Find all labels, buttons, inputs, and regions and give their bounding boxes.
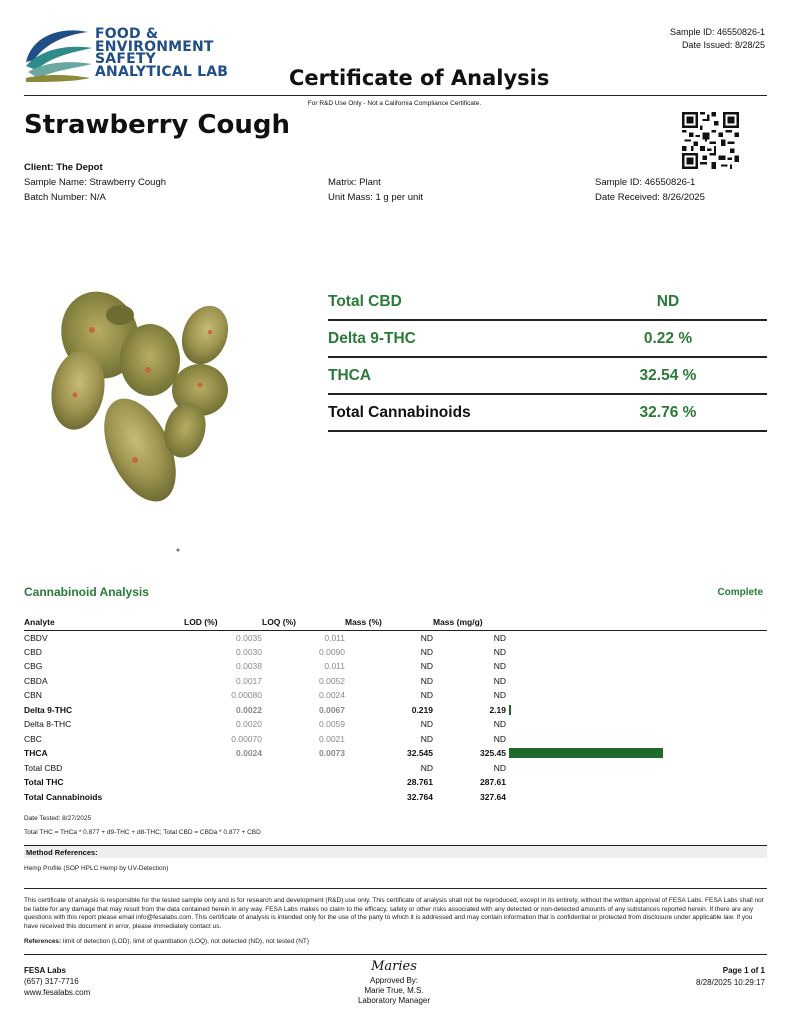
- mass-bar: [509, 748, 663, 758]
- date-tested: Date Tested: 8/27/2025: [24, 815, 92, 822]
- loq-cell: 0.0073: [319, 748, 345, 759]
- summary-label: Total CBD: [328, 292, 402, 310]
- company-phone: (657) 317-7716: [24, 977, 79, 986]
- loq-cell: [262, 790, 345, 805]
- sample-info-right: [595, 175, 705, 205]
- approved-by-label: Approved By:: [369, 976, 419, 985]
- mass-percent-cell: ND: [420, 675, 433, 686]
- approver-name: Marie True, M.S.: [364, 986, 424, 995]
- bar-cell: [506, 645, 767, 660]
- sample-name: Sample Name: Strawberry Cough: [24, 177, 167, 188]
- product-photo: [30, 220, 270, 570]
- lab-name-line: ENVIRONMENT: [95, 38, 214, 55]
- page-title: Certificate of Analysis: [289, 66, 550, 90]
- analyte-cell: Total CBD: [24, 762, 63, 773]
- batch-number: Batch Number: N/A: [24, 192, 106, 203]
- loq-cell: 0.0067: [319, 704, 345, 715]
- method-references-header: Method References:: [24, 845, 767, 858]
- section-title: Cannabinoid Analysis: [24, 585, 149, 599]
- sample-info-middle: [328, 175, 423, 205]
- rnd-disclaimer: For R&D Use Only - Not a California Compliance Certificate.: [307, 100, 482, 107]
- footer-divider: [24, 954, 767, 955]
- table-row: [24, 717, 767, 732]
- mass-percent-cell: 32.764: [407, 791, 433, 802]
- cannabinoid-table: [24, 617, 767, 804]
- column-header: Analyte: [24, 617, 184, 630]
- disclaimer-divider: [24, 888, 767, 889]
- lab-name: [95, 26, 229, 80]
- loq-cell: [262, 761, 345, 776]
- lod-cell: [184, 790, 262, 805]
- lab-name-line: FOOD &: [95, 26, 159, 42]
- legal-disclaimer: This certificate of analysis is responsible for the tested sample only and is for research and development (R&D) use only. This certificate of analysis shall not be reproduced, except in its entirety, without the written approval of FESA Labs. FESA Labs shall not be liable for any damage that may result from the data contained herein in any way. FESA Labs makes no claim to the efficacy, safety or other risks associated with any detected or non-detected amounts of any substances reported herein. If there are any questions with this report please email info@fesalabs.com. This certificate of analysis is intended only for the use of the party to which it is addressed and may contain information that is confidential or protected from disclosure under applicable law. If you have received this document in error, please immediately contact us.: [24, 897, 764, 930]
- analyte-cell: CBDV: [24, 632, 48, 643]
- column-header: Mass (%): [345, 617, 433, 630]
- mass-mg-cell: ND: [493, 632, 506, 643]
- summary-value: 32.54 %: [639, 366, 697, 384]
- table-row: [24, 761, 767, 776]
- table-row: [24, 732, 767, 747]
- mass-mg-cell: ND: [493, 675, 506, 686]
- lod-cell: 0.0024: [236, 748, 262, 759]
- loq-cell: 0.011: [324, 661, 345, 672]
- summary-row: [328, 321, 767, 358]
- lab-name-line: ANALYTICAL LAB: [95, 63, 229, 80]
- date-received: Date Received: 8/26/2025: [595, 192, 705, 203]
- mass-percent-cell: ND: [420, 632, 433, 643]
- bar-cell: [506, 746, 767, 761]
- header-divider: [24, 95, 767, 96]
- table-row: [24, 703, 767, 718]
- lod-cell: 0.0017: [236, 675, 262, 686]
- analyte-cell: Delta 9-THC: [24, 704, 73, 715]
- header-meta: [670, 26, 765, 52]
- analyte-cell: CBDA: [24, 675, 48, 686]
- bar-cell: [506, 761, 767, 776]
- company-website[interactable]: www.fesalabs.com: [24, 988, 91, 997]
- status-badge: Complete: [717, 587, 763, 598]
- mass-mg-cell: ND: [493, 719, 506, 730]
- mass-mg-cell: ND: [493, 733, 506, 744]
- summary-row: [328, 358, 767, 395]
- page-number: Page 1 of 1: [722, 966, 765, 975]
- lod-cell: 0.0038: [236, 661, 262, 672]
- bar-cell: [506, 775, 767, 790]
- signature: Maries: [371, 959, 417, 974]
- header-date-issued: Date Issued: 8/28/25: [681, 40, 765, 50]
- table-row: [24, 775, 767, 790]
- column-header: LOQ (%): [262, 617, 345, 630]
- references-text: limit of detection (LOD), limit of quantitation (LOQ), not detected (ND), not tested (NT): [63, 938, 310, 945]
- mass-mg-cell: 2.19: [489, 704, 506, 715]
- mass-percent-cell: 28.761: [407, 777, 433, 788]
- column-header: Mass (mg/g): [433, 617, 506, 630]
- header-sample-id: Sample ID: 46550826-1: [669, 27, 765, 37]
- mass-percent-cell: ND: [420, 690, 433, 701]
- lab-logo: [22, 22, 94, 84]
- bar-cell: [506, 659, 767, 674]
- table-header-row: [24, 617, 767, 630]
- sample-info-left: [24, 160, 166, 205]
- bar-cell: [506, 703, 767, 718]
- mass-mg-cell: ND: [493, 690, 506, 701]
- mass-mg-cell: 327.64: [480, 791, 506, 802]
- mass-mg-cell: ND: [493, 646, 506, 657]
- approver-title: Laboratory Manager: [357, 996, 431, 1005]
- bar-cell: [506, 674, 767, 689]
- loq-cell: 0.0090: [319, 646, 345, 657]
- loq-cell: [262, 775, 345, 790]
- analyte-cell: Total Cannabinoids: [24, 791, 103, 802]
- mass-mg-cell: 325.45: [480, 748, 506, 759]
- lod-cell: 0.00080: [231, 690, 262, 701]
- bar-cell: [506, 790, 767, 805]
- analyte-cell: CBG: [24, 661, 43, 672]
- references: [24, 937, 309, 946]
- table-row: [24, 645, 767, 660]
- bar-cell: [506, 688, 767, 703]
- mass-percent-cell: ND: [420, 661, 433, 672]
- table-row: [24, 674, 767, 689]
- references-label: References:: [24, 938, 62, 945]
- summary-label: Delta 9-THC: [328, 329, 416, 347]
- lod-cell: 0.0022: [236, 704, 262, 715]
- column-header: LOD (%): [184, 617, 262, 630]
- mass-mg-cell: 287.61: [480, 777, 506, 788]
- analyte-cell: CBN: [24, 690, 42, 701]
- mass-percent-cell: ND: [420, 733, 433, 744]
- loq-cell: 0.0059: [319, 719, 345, 730]
- lod-cell: 0.0020: [236, 719, 262, 730]
- print-timestamp: 8/28/2025 10:29:17: [696, 978, 765, 987]
- loq-cell: 0.0024: [319, 690, 345, 701]
- matrix: Matrix: Plant: [328, 177, 381, 188]
- unit-mass: Unit Mass: 1 g per unit: [328, 192, 424, 203]
- lod-cell: [184, 761, 262, 776]
- loq-cell: 0.011: [324, 632, 345, 643]
- analyte-cell: Delta 8-THC: [24, 719, 72, 730]
- summary-value: 0.22 %: [643, 329, 693, 347]
- lab-name-line: SAFETY: [95, 51, 156, 67]
- mass-mg-cell: ND: [493, 661, 506, 672]
- footer-approval: [344, 958, 444, 1006]
- analyte-cell: THCA: [24, 748, 48, 759]
- qr-code[interactable]: [682, 112, 739, 169]
- mass-percent-cell: 0.219: [411, 704, 433, 715]
- bar-cell: [506, 630, 767, 645]
- lod-cell: 0.00070: [231, 733, 262, 744]
- lod-cell: 0.0030: [236, 646, 262, 657]
- client-name: Client: The Depot: [24, 162, 103, 173]
- bar-cell: [506, 732, 767, 747]
- analyte-cell: Total THC: [24, 777, 64, 788]
- loq-cell: 0.0052: [319, 675, 345, 686]
- table-row: [24, 688, 767, 703]
- method-references-text: Hemp Profile (SOP HPLC Hemp by UV-Detection): [24, 865, 169, 872]
- loq-cell: 0.0021: [319, 733, 345, 744]
- lod-cell: 0.0035: [236, 632, 262, 643]
- mass-mg-cell: ND: [493, 762, 506, 773]
- footer-page-info: [696, 965, 765, 989]
- table-row: [24, 630, 767, 645]
- footer-company: [24, 965, 90, 998]
- company-name: FESA Labs: [24, 966, 66, 975]
- mass-percent-cell: ND: [420, 646, 433, 657]
- table-row: [24, 790, 767, 805]
- summary-value: ND: [656, 292, 680, 310]
- total-formula: Total THC = THCa * 0.877 + d9-THC + d8-THC; Total CBD = CBDa * 0.877 + CBD: [24, 829, 261, 836]
- summary-row: [328, 395, 767, 432]
- summary-value: 32.76 %: [639, 403, 697, 421]
- mass-bar: [509, 705, 511, 715]
- mass-percent-cell: ND: [420, 719, 433, 730]
- mass-percent-cell: ND: [420, 762, 433, 773]
- summary-row: [328, 284, 767, 321]
- summary-label: THCA: [328, 366, 372, 384]
- lod-cell: [184, 775, 262, 790]
- bar-cell: [506, 717, 767, 732]
- analyte-cell: CBC: [24, 733, 42, 744]
- table-row: [24, 659, 767, 674]
- mass-percent-cell: 32.545: [407, 748, 433, 759]
- sample-id: Sample ID: 46550826-1: [595, 177, 696, 188]
- summary-label: Total Cannabinoids: [328, 403, 471, 421]
- strain-name: Strawberry Cough: [24, 110, 291, 140]
- table-row: [24, 746, 767, 761]
- column-header-blank: [506, 617, 767, 630]
- analyte-cell: CBD: [24, 646, 42, 657]
